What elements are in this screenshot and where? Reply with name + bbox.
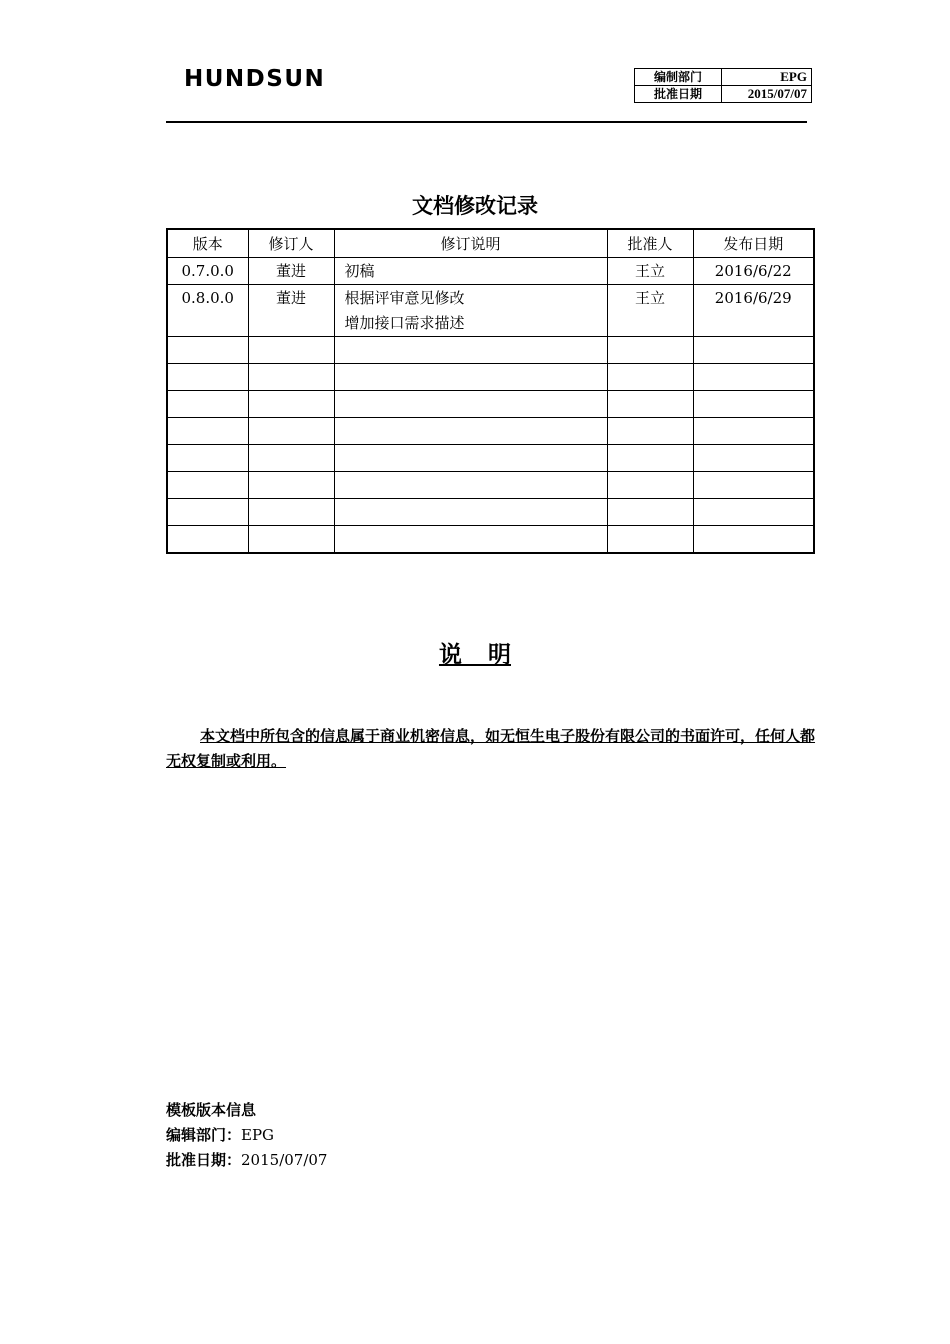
empty-cell: [693, 499, 814, 526]
empty-cell: [248, 445, 334, 472]
table-row: [167, 285, 814, 337]
empty-cell: [607, 337, 693, 364]
empty-cell: [167, 391, 248, 418]
empty-cell: [167, 445, 248, 472]
empty-cell: [167, 526, 248, 554]
empty-cell: [248, 364, 334, 391]
company-logo: HUNDSUN: [184, 66, 326, 92]
empty-cell: [248, 391, 334, 418]
revision-header-row: [167, 229, 814, 258]
header-divider: [166, 121, 807, 123]
date-label: 批准日期：: [166, 1151, 242, 1169]
empty-table-row: [167, 364, 814, 391]
confidentiality-notice: 本文档中所包含的信息属于商业机密信息，如无恒生电子股份有限公司的书面许可，任何人都无权复制或利用。: [166, 727, 816, 770]
dept-label: 编辑部门：: [166, 1126, 242, 1144]
version-cell: 0.8.0.0: [167, 285, 248, 337]
description-cell: [334, 258, 607, 285]
notice-title: 说 明: [438, 641, 511, 668]
empty-cell: [693, 364, 814, 391]
empty-cell: [334, 472, 607, 499]
revision-table: [166, 228, 815, 554]
column-header: 发布日期: [693, 229, 814, 258]
empty-cell: [693, 445, 814, 472]
approver-cell: 王立: [607, 258, 693, 285]
empty-cell: [248, 472, 334, 499]
empty-table-row: [167, 526, 814, 554]
template-heading: 模板版本信息: [166, 1101, 257, 1119]
empty-cell: [334, 391, 607, 418]
empty-cell: [334, 364, 607, 391]
author-cell: 董进: [248, 285, 334, 337]
empty-cell: [167, 364, 248, 391]
empty-cell: [334, 337, 607, 364]
description-line: 增加接口需求描述: [344, 314, 465, 332]
table-row: [167, 258, 814, 285]
empty-cell: [334, 445, 607, 472]
column-header: 版本: [167, 229, 248, 258]
template-date-row: [166, 1148, 327, 1173]
empty-cell: [334, 499, 607, 526]
empty-cell: [248, 499, 334, 526]
meta-value: EPG: [722, 69, 812, 86]
empty-cell: [693, 526, 814, 554]
empty-table-row: [167, 445, 814, 472]
empty-cell: [167, 499, 248, 526]
empty-cell: [693, 472, 814, 499]
empty-cell: [167, 418, 248, 445]
empty-cell: [607, 499, 693, 526]
date-value: 2015/07/07: [241, 1151, 328, 1169]
column-header: 批准人: [607, 229, 693, 258]
meta-value: 2015/07/07: [722, 86, 812, 103]
empty-cell: [693, 418, 814, 445]
version-cell: 0.7.0.0: [167, 258, 248, 285]
empty-cell: [248, 418, 334, 445]
empty-cell: [693, 391, 814, 418]
date-cell: 2016/6/22: [693, 258, 814, 285]
empty-cell: [334, 418, 607, 445]
empty-cell: [607, 364, 693, 391]
column-header: 修订人: [248, 229, 334, 258]
empty-cell: [607, 391, 693, 418]
description-line: 初稿: [344, 262, 375, 280]
empty-cell: [167, 472, 248, 499]
meta-key: 编制部门: [635, 69, 722, 86]
meta-row: [635, 86, 812, 103]
empty-cell: [248, 337, 334, 364]
empty-cell: [607, 418, 693, 445]
template-info: [166, 1098, 327, 1173]
document-meta-table: [634, 68, 812, 103]
empty-table-row: [167, 418, 814, 445]
empty-cell: [248, 526, 334, 554]
empty-table-row: [167, 472, 814, 499]
empty-cell: [693, 337, 814, 364]
template-dept-row: [166, 1123, 327, 1148]
empty-table-row: [167, 391, 814, 418]
empty-table-row: [167, 499, 814, 526]
dept-value: EPG: [241, 1126, 275, 1144]
description-cell: [334, 285, 607, 337]
author-cell: 董进: [248, 258, 334, 285]
empty-cell: [167, 337, 248, 364]
meta-key: 批准日期: [635, 86, 722, 103]
meta-row: [635, 69, 812, 86]
description-line: 根据评审意见修改: [344, 289, 465, 307]
empty-cell: [334, 526, 607, 554]
revision-title: 文档修改记录: [412, 193, 538, 218]
date-cell: 2016/6/29: [693, 285, 814, 337]
column-header: 修订说明: [334, 229, 607, 258]
empty-cell: [607, 472, 693, 499]
empty-cell: [607, 526, 693, 554]
empty-cell: [607, 445, 693, 472]
empty-table-row: [167, 337, 814, 364]
approver-cell: 王立: [607, 285, 693, 337]
